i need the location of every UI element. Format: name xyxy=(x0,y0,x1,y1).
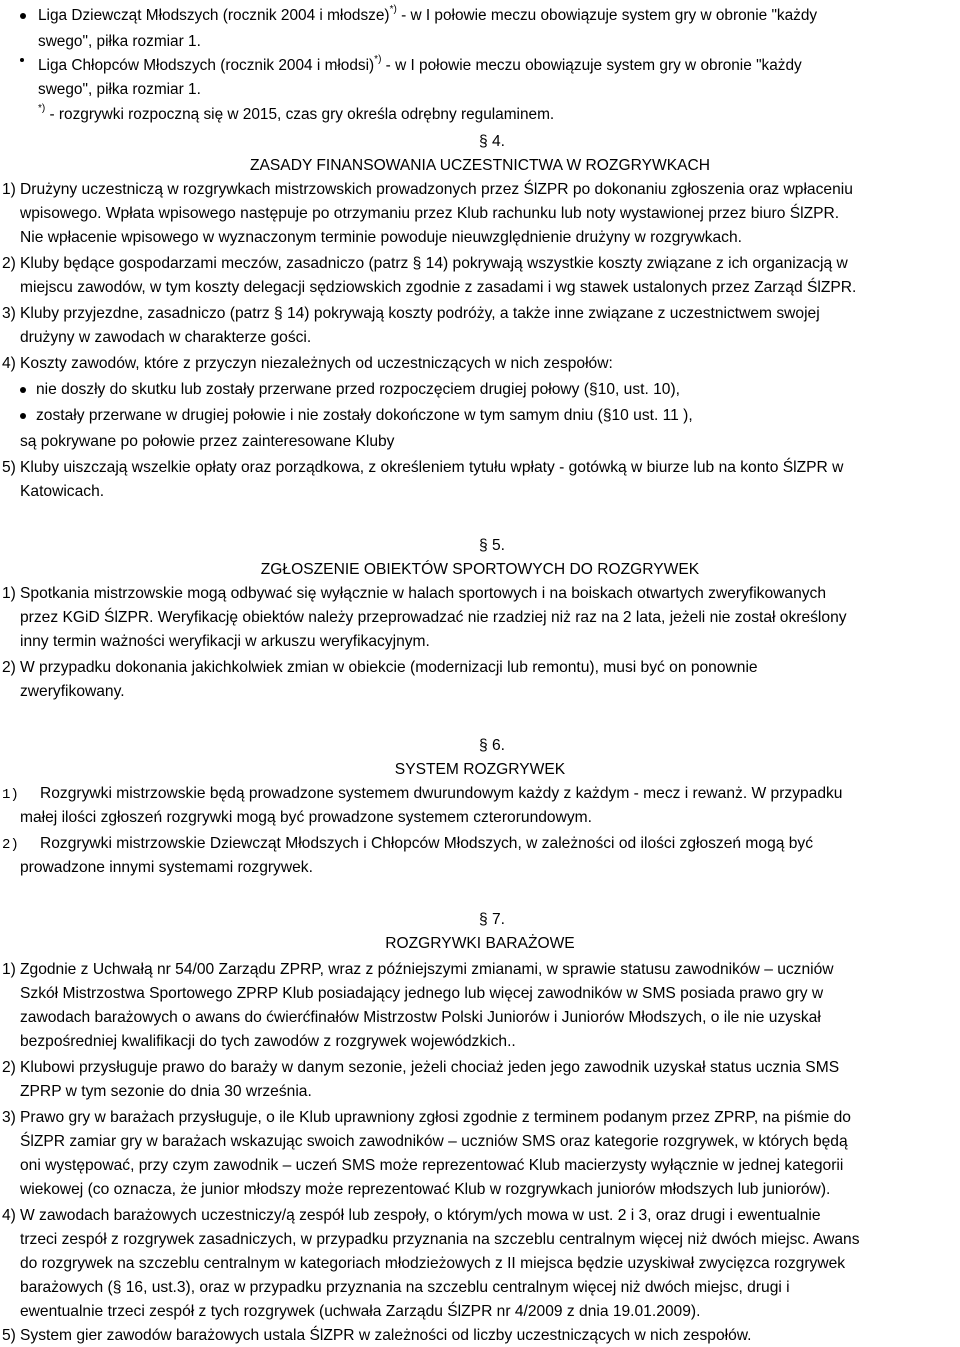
paragraph-line: Zgodnie z Uchwałą nr 54/00 Zarządu ZPRP, wraz z późniejszymi zmianami, w sprawie statusu zawodników – uczniów xyxy=(20,961,834,978)
paragraph-number: 5) xyxy=(2,1327,16,1344)
paragraph-number: 2) xyxy=(2,1059,16,1076)
paragraph-line: ZPRP w tym sezonie do dnia 30 września. xyxy=(20,1083,312,1100)
paragraph-line: Drużyny uczestniczą w rozgrywkach mistrzowskich prowadzonych przez ŚlZPR po dokonaniu zgłoszenia oraz wpłaceniu xyxy=(20,181,853,198)
paragraph-line: miejscu zawodów, w tym koszty delegacji sędziowskich zgodnie z zasadami i wg stawek ustalonych przez Zarząd ŚlZPR. xyxy=(20,279,857,296)
paragraph-line: wiekowej (co oznacza, że junior młodszy może reprezentować Klub w rozgrywkach juniorów młodszych lub juniorów). xyxy=(20,1181,831,1198)
paragraph-number: 2) xyxy=(2,837,19,853)
paragraph-line: Katowicach. xyxy=(20,483,105,500)
bullet-icon xyxy=(20,413,26,419)
paragraph-line: małej ilości zgłoszeń rozgrywki mogą być prowadzone systemem czterorundowym. xyxy=(20,809,592,826)
paragraph-line: przez KGiD ŚlZPR. Weryfikację obiektów należy przeprowadzać nie rzadziej niż raz na 2 lata, jeżeli nie został określony xyxy=(20,609,847,626)
list-item-continuation: swego", piłka rozmiar 1. xyxy=(38,33,201,50)
paragraph-line: System gier zawodów barażowych ustala ŚlZPR w zależności od liczby uczestniczących w nich zespołów. xyxy=(20,1327,752,1344)
paragraph-number: 2) xyxy=(2,659,16,676)
paragraph-number: 1) xyxy=(2,961,16,978)
paragraph-line: ŚlZPR zamiar gry w barażach wskazując swoich zawodników – uczniów SMS oraz kategorie rozgrywek, w których będą xyxy=(20,1133,848,1150)
paragraph-line: Kluby uiszczają wszelkie opłaty oraz porządkowa, z określeniem tytułu wpłaty - gotówką w biurze lub na konto ŚlZPR w xyxy=(20,459,844,476)
paragraph-line: Kluby przyjezdne, zasadniczo (patrz § 14) pokrywają koszty podróży, a także inne związane z uczestnictwem swojej xyxy=(20,305,820,322)
list-item: Liga Dziewcząt Młodszych (rocznik 2004 i młodsze)*) - w I połowie meczu obowiązuje system gry w obronie "każdy xyxy=(38,3,818,24)
paragraph-line: są pokrywane po połowie przez zainteresowane Kluby xyxy=(20,433,395,450)
paragraph-line: Szkół Mistrzostwa Sportowego ZPRP Klub posiadający jednego lub więcej zawodników w SMS posiada prawo gry w xyxy=(20,985,824,1002)
section-title: SYSTEM ROZGRYWEK xyxy=(394,761,566,778)
paragraph-line: Klubowi przysługuje prawo do baraży w danym sezonie, jeżeli chociaż jeden jego zawodnik uzyskał status ucznia SMS xyxy=(20,1059,840,1076)
paragraph-number: 2) xyxy=(2,255,16,272)
paragraph-line: Kluby będące gospodarzami meczów, zasadniczo (patrz § 14) pokrywają wszystkie koszty związane z ich organizacją w xyxy=(20,255,848,272)
paragraph-line: W zawodach barażowych uczestniczy/ą zespół lub zespoły, o którym/ych mowa w ust. 2 i 3, oraz drugi i ewentualnie xyxy=(20,1207,821,1224)
paragraph-line: Prawo gry w barażach przysługuje, o ile Klub uprawniony zgłosi zgodnie z terminem podanym przez ZPRP, na piśmie do xyxy=(20,1109,851,1126)
paragraph-line: W przypadku dokonania jakichkolwiek zmian w obiekcie (modernizacji lub remontu), musi być on ponownie xyxy=(20,659,758,676)
paragraph-line: inny termin ważności weryfikacji w arkuszu weryfikacyjnym. xyxy=(20,633,430,650)
paragraph-line: Nie wpłacenie wpisowego w wyznaczonym terminie powoduje nieuwzględnienie drużyny w rozgrywkach. xyxy=(20,229,742,246)
paragraph-number: 4) xyxy=(2,1207,16,1224)
paragraph-number: 4) xyxy=(2,355,16,372)
paragraph-number: 1) xyxy=(2,585,16,602)
list-item: Liga Chłopców Młodszych (rocznik 2004 i młodsi)*) - w I połowie meczu obowiązuje system gry w obronie "każdy xyxy=(38,53,802,74)
paragraph-line: trzeci zespół z rozgrywek zasadniczych, w przypadku przyznania na szczeblu centralnym więcej niż dwóch miejsc. Awans xyxy=(20,1231,860,1248)
paragraph-line: Koszty zawodów, które z przyczyn niezależnych od uczestniczących w nich zespołów: xyxy=(20,355,613,372)
bullet-icon xyxy=(20,13,26,19)
paragraph-line: barażowych (§ 16, ust.3), oraz w przypadku przyznania na szczeblu centralnym więcej niż dwóch miejsc, drugi i xyxy=(20,1279,790,1296)
paragraph-line: Spotkania mistrzowskie mogą odbywać się wyłącznie w halach sportowych i na boiskach otwartych zweryfikowanych xyxy=(20,585,827,602)
bullet-icon xyxy=(20,58,24,62)
paragraph-line: do rozgrywek na szczeblu centralnym w kategoriach młodzieżowych z II miejsca będzie uzyskiwał zwycięzca rozgrywek xyxy=(20,1255,846,1272)
paragraph-line: ewentualnie trzeci zespół z tych rozgrywek (uchwała Zarządu ŚlZPR nr 4/2009 z dnia 19.01.2009). xyxy=(20,1303,701,1320)
bullet-line: nie doszły do skutku lub zostały przerwane przed rozpoczęciem drugiej połowy (§10, ust. 10), xyxy=(36,381,680,398)
section-number: § 4. xyxy=(478,133,505,150)
paragraph-line: Rozgrywki mistrzowskie Dziewcząt Młodszych i Chłopców Młodszych, w zależności od ilości zgłoszeń mogą być xyxy=(40,835,814,852)
paragraph-line: prowadzone innymi systemami rozgrywek. xyxy=(20,859,313,876)
section-title: ROZGRYWKI BARAŻOWE xyxy=(385,935,575,952)
paragraph-line: wpisowego. Wpłata wpisowego następuje po otrzymaniu przez Klub rachunku lub noty wystawionej przez biuro ŚlZPR. xyxy=(20,205,840,222)
section-title: ZASADY FINANSOWANIA UCZESTNICTWA W ROZGRYWKACH xyxy=(249,157,711,174)
paragraph-number: 1) xyxy=(2,787,19,803)
bullet-icon xyxy=(20,387,26,393)
section-number: § 7. xyxy=(478,911,505,928)
paragraph-line: zweryfikowany. xyxy=(20,683,125,700)
paragraph-line: zawodach barażowych o awans do ćwierćfinałów Mistrzostw Polski Juniorów i Juniorów Młodszych, o ile nie uzyskał xyxy=(20,1009,821,1026)
paragraph-line: Rozgrywki mistrzowskie będą prowadzone systemem dwurundowym każdy z każdym - mecz i rewanż. W przypadku xyxy=(40,785,843,802)
paragraph-line: oni występować, przy czym zawodnik – uczeń SMS może reprezentować Klub macierzysty wyłącznie w jednej kategorii xyxy=(20,1157,844,1174)
footnote: *) - rozgrywki rozpoczną się w 2015, czas gry określa odrębny regulaminem. xyxy=(38,102,555,123)
section-number: § 5. xyxy=(478,537,505,554)
paragraph-line: bezpośredniej kwalifikacji do tych zawodów z rozgrywek wojewódzkich.. xyxy=(20,1033,516,1050)
paragraph-line: drużyny w zawodach w charakterze gości. xyxy=(20,329,312,346)
paragraph-number: 3) xyxy=(2,305,16,322)
paragraph-number: 5) xyxy=(2,459,16,476)
paragraph-number: 3) xyxy=(2,1109,16,1126)
section-number: § 6. xyxy=(478,737,505,754)
bullet-line: zostały przerwane w drugiej połowie i nie zostały dokończone w tym samym dniu (§10 ust. 11 ), xyxy=(36,407,693,424)
section-title: ZGŁOSZENIE OBIEKTÓW SPORTOWYCH DO ROZGRYWEK xyxy=(260,561,700,578)
paragraph-number: 1) xyxy=(2,181,16,198)
list-item-continuation: swego", piłka rozmiar 1. xyxy=(38,81,201,98)
